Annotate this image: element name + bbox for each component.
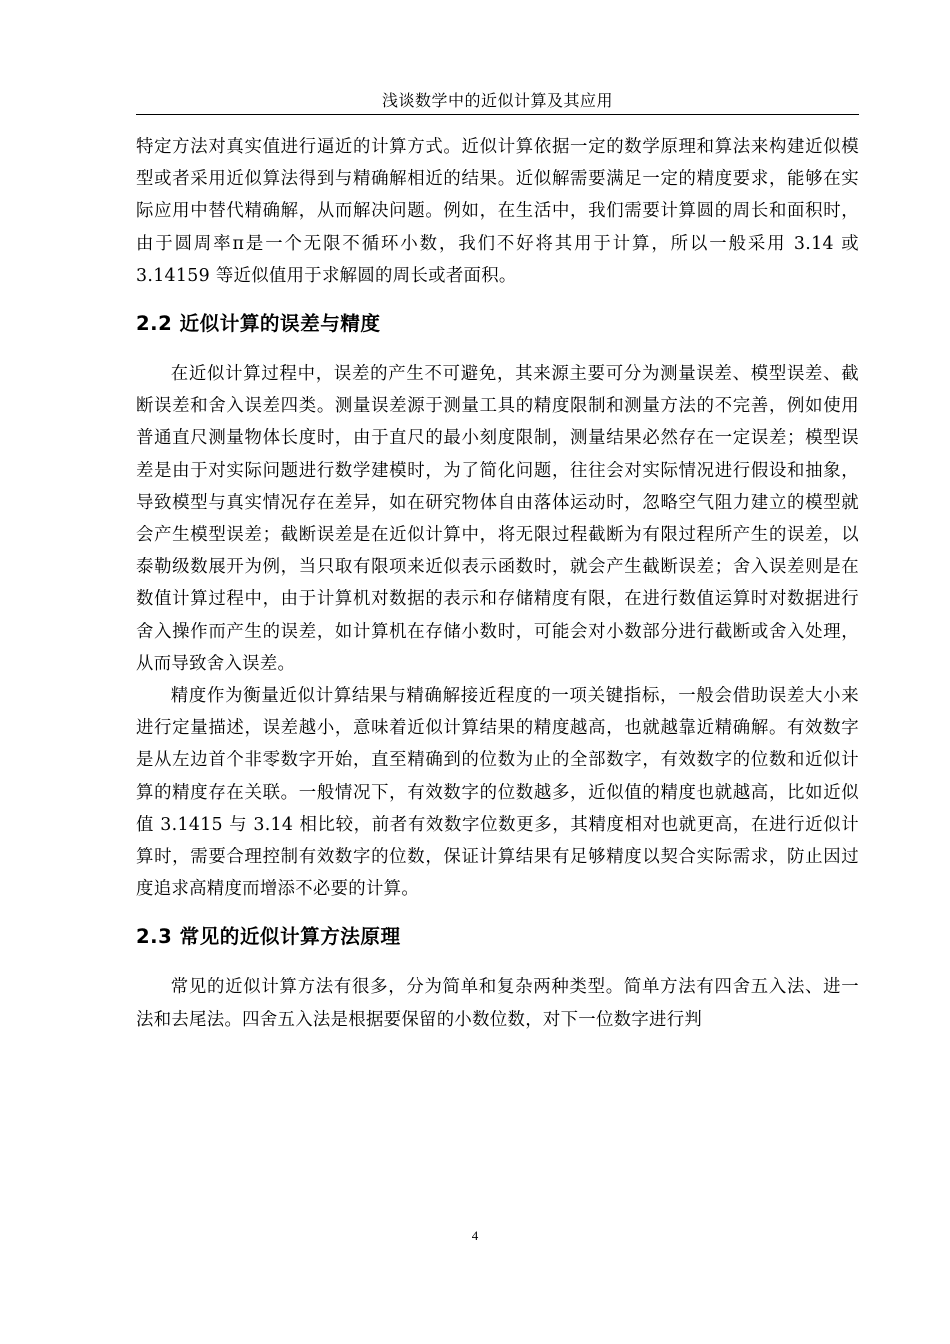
running-header — [136, 88, 859, 115]
section-heading-2-2: 2.2 近似计算的误差与精度 — [136, 312, 381, 336]
section-2-2-paragraph-2: 精度作为衡量近似计算结果与精确解接近程度的一项关键指标，一般会借助误差大小来进行定量描述，误差越小，意味着近似计算结果的精度越高，也就越靠近精确解。有效数字是从左边首个非零数字开始，直至精确到的位数为止的全部数字，有效数字的位数和近似计算的精度存在关联。一般情况下，有效数字的位数越多，近似值的精度也就越高，比如近似值 3.1415 与 3.14 相比较，前者有效数字位数更多，其精度相对也就更高，在进行近似计算时，需要合理控制有效数字的位数，保证计算结果有足够精度以契合实际需求，防止因过度追求高精度而增添不必要的计算。 — [136, 686, 859, 900]
running-header-title: 浅谈数学中的近似计算及其应用 — [381, 91, 613, 110]
page-number: 4 — [471, 1228, 479, 1243]
intro-paragraph: 特定方法对真实值进行逼近的计算方式。近似计算依据一定的数学原理和算法来构建近似模型或者采用近似算法得到与精确解相近的结果。近似解需要满足一定的精度要求，能够在实际应用中替代精确解，从而解决问题。例如，在生活中，我们需要计算圆的周长和面积时，由于圆周率π是一个无限不循环小数，我们不好将其用于计算，所以一般采用 3.14 或 3.14159 等近似值用于求解圆的周长或者面积。 — [136, 137, 859, 286]
page-body — [136, 131, 859, 1036]
section-2-3-paragraph-1: 常见的近似计算方法有很多，分为简单和复杂两种类型。简单方法有四舍五入法、进一法和去尾法。四舍五入法是根据要保留的小数位数，对下一位数字进行判 — [136, 977, 859, 1030]
section-2-2-paragraph-1: 在近似计算过程中，误差的产生不可避免，其来源主要可分为测量误差、模型误差、截断误差和舍入误差四类。测量误差源于测量工具的精度限制和测量方法的不完善，例如使用普通直尺测量物体长度时，由于直尺的最小刻度限制，测量结果必然存在一定误差；模型误差是由于对实际问题进行数学建模时，为了简化问题，往往会对实际情况进行假设和抽象，导致模型与真实情况存在差异，如在研究物体自由落体运动时，忽略空气阻力建立的模型就会产生模型误差；截断误差是在近似计算中，将无限过程截断为有限过程所产生的误差，以泰勒级数展开为例，当只取有限项来近似表示函数时，就会产生截断误差；舍入误差则是在数值计算过程中，由于计算机对数据的表示和存储精度有限，在进行数值运算时对数据进行舍入操作而产生的误差，如计算机在存储小数时，可能会对小数部分进行截断或舍入处理，从而导致舍入误差。 — [136, 364, 859, 674]
section-heading-2-3: 2.3 常见的近似计算方法原理 — [136, 925, 401, 949]
